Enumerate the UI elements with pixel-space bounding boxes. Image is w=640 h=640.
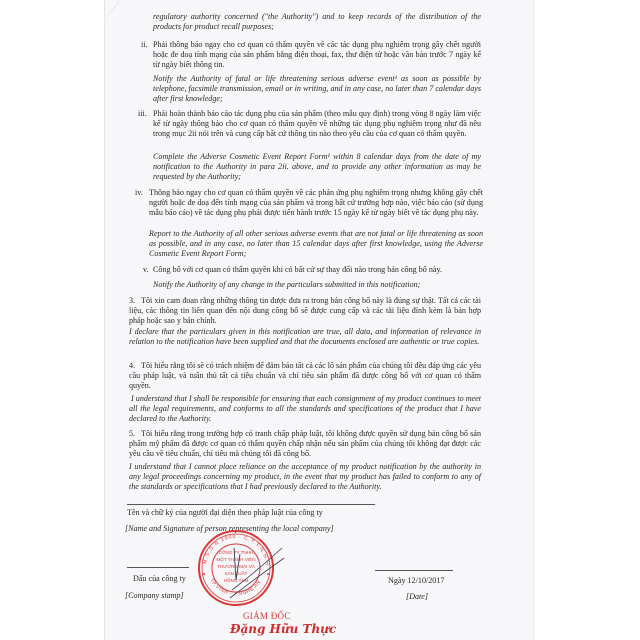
section-3-vi: Tôi xin cam đoan rằng những thông tin được đưa ra trong bản công bố này là đúng sự thật. Tất cả các tài liệu, các thông tin liên quan đến nội dung công bố sẽ được cung cấp và các tài liệu đính kèm là bản hợp pháp hoặc sao y bản chính. — [129, 296, 481, 326]
section-5-number: 5. — [129, 429, 136, 438]
item-iv-marker: iv. — [135, 188, 143, 197]
item-ii-vi: Phải thông báo ngay cho cơ quan có thẩm quyền về các tác dụng phụ nghiêm trọng gây chết người hoặc đe doạ tính mạng của sản phẩm bằng điện thoại, fax, thư điện tử hoặc văn bản trước 7 ngày kể từ ngày biết thông tin. — [153, 40, 481, 70]
section-3-en: I declare that the particulars given in this notification are true, all data, and information of relevance in relation to the notification have been supplied and that the documents enclosed are authentic or true copies. — [129, 327, 481, 347]
item-ii-marker: ii. — [141, 40, 148, 49]
svg-text:SẢN XUẤT: SẢN XUẤT — [224, 571, 248, 576]
date-label-vi: Ngày 12/10/2017 — [388, 576, 445, 585]
svg-text:CÔNG TY TNHH: CÔNG TY TNHH — [218, 550, 254, 555]
stamp-label-vi: Dấu của công ty — [133, 574, 186, 583]
item-iv-en: Report to the Authority of all other serious adverse events that are not fatal or life threatening as soon as possible, and in any case, no later than 15 calendar days after first knowledge, using the Adverse Cosmetic Event Report Form; — [149, 229, 483, 259]
item-v-marker: v. — [143, 265, 149, 274]
name-label-en: [Name and Signature of person representing the local company] — [125, 524, 334, 533]
document-page — [105, 0, 533, 640]
svg-text:TP.VINH - T.NGHỆ AN: TP.VINH - T.NGHỆ AN — [208, 577, 263, 598]
item-iv-vi: Thông báo ngay cho cơ quan có thẩm quyền về các phản ứng phụ nghiêm trọng nhưng không gây chết người hoặc đe doạ đến tính mạng của sản phẩm và trong bất cứ trường hợp nào, việc báo cáo (sử dụng mẫu báo cáo) về tác dụng phụ phải được tiến hành trước 15 ngày kể từ ngày biết về tác dụng phụ này. — [149, 188, 483, 218]
section-5-vi: Tôi hiểu rằng trong trường hợp có tranh chấp pháp luật, tôi không được quyền sử dụng bản công bố sản phẩm mỹ phẩm đã được cơ quan có thẩm quyền chấp nhận nếu sản phẩm của chúng tôi không đạt được các yêu cầu về tiêu chuẩn, chỉ tiêu mà chúng tôi đã công bố. — [129, 429, 481, 459]
item-ii-en: Notify the Authority of fatal or life threatening serious adverse event¹ as soon as possible by telephone, facsimile transmission, email or in writing, and in any case, no later than 7 calendar days after first knowledge; — [153, 74, 481, 104]
company-stamp-icon — [196, 528, 286, 608]
date-line — [375, 570, 453, 571]
svg-text:HỒNG TÂM: HỒNG TÂM — [223, 578, 249, 583]
item-i-tail-en: regulatory authority concerned ("the Authority") and to keep records of the distribution of the products for product recall purposes; — [153, 12, 481, 32]
item-v-vi: Công bố với cơ quan có thẩm quyền khi có bất cứ sự thay đổi nào trong bản công bố này. — [153, 265, 443, 274]
section-4-en: I understand that I shall be responsible for ensuring that each consignment of my product continues to meet all the legal requirements, and conforms to all the standards and specifications of the product that I have declared to the Authority. — [129, 394, 481, 424]
section-3-number: 3. — [129, 296, 136, 305]
item-iii-vi: Phải hoàn thành báo cáo tác dụng phụ của sản phẩm (theo mẫu quy định) trong vòng 8 ngày làm việc kể từ ngày thông báo cho cơ quan có thẩm quyền về những tác dụng phụ nghiêm trọng như đã nêu trong mục 2ii nói trên và cung cấp bất cứ thông tin nào theo yêu cầu của cơ quan có thẩm quyền. — [153, 109, 481, 139]
svg-text:THƯƠNG MẠI VÀ: THƯƠNG MẠI VÀ — [217, 564, 255, 569]
section-4-vi: Tôi hiểu rằng tôi sẽ có trách nhiệm để đảm bảo tất cả các lô sản phẩm của chúng tôi đều đáp ứng các yêu cầu pháp luật, và tuân thủ tất cả tiêu chuẩn và chỉ tiêu sản phẩm đã được công bố với cơ quan có thẩm quyền. — [129, 361, 481, 391]
section-4-number: 4. — [129, 361, 136, 370]
name-label-vi: Tên và chữ ký của người đại diện theo pháp luật của công ty — [127, 508, 323, 517]
signer-title: GIÁM ĐỐC — [243, 611, 291, 621]
svg-text:MỘT THÀNH VIÊN: MỘT THÀNH VIÊN — [216, 557, 256, 562]
section-5-en: I understand that I cannot place reliance on the acceptance of my product notification by the authority in any legal proceedings concerning my product, in the event that my product has failed to conform to any of the standards or specifications that I had previously declared to the Authority. — [129, 462, 481, 492]
svg-text:M.S.D.N 2900 · C.T.T.N.H.H: M.S.D.N 2900 · C.T.T.N.H.H — [202, 533, 271, 567]
stamp-label-en: [Company stamp] — [125, 591, 184, 600]
date-label-en: [Date] — [406, 592, 429, 601]
signer-name: Đặng Hữu Thực — [230, 622, 337, 636]
item-iii-marker: iii. — [138, 109, 147, 118]
signature-line — [127, 504, 375, 505]
stamp-line — [127, 567, 189, 568]
item-iii-en: Complete the Adverse Cosmetic Event Report Form¹ within 8 calendar days from the date of my notification to the Authority in para 2ii. above, and to provide any other information as may be requested by the Authority; — [153, 152, 481, 182]
item-v-en: Notify the Authority of any change in the particulars submitted in this notification; — [153, 280, 421, 289]
